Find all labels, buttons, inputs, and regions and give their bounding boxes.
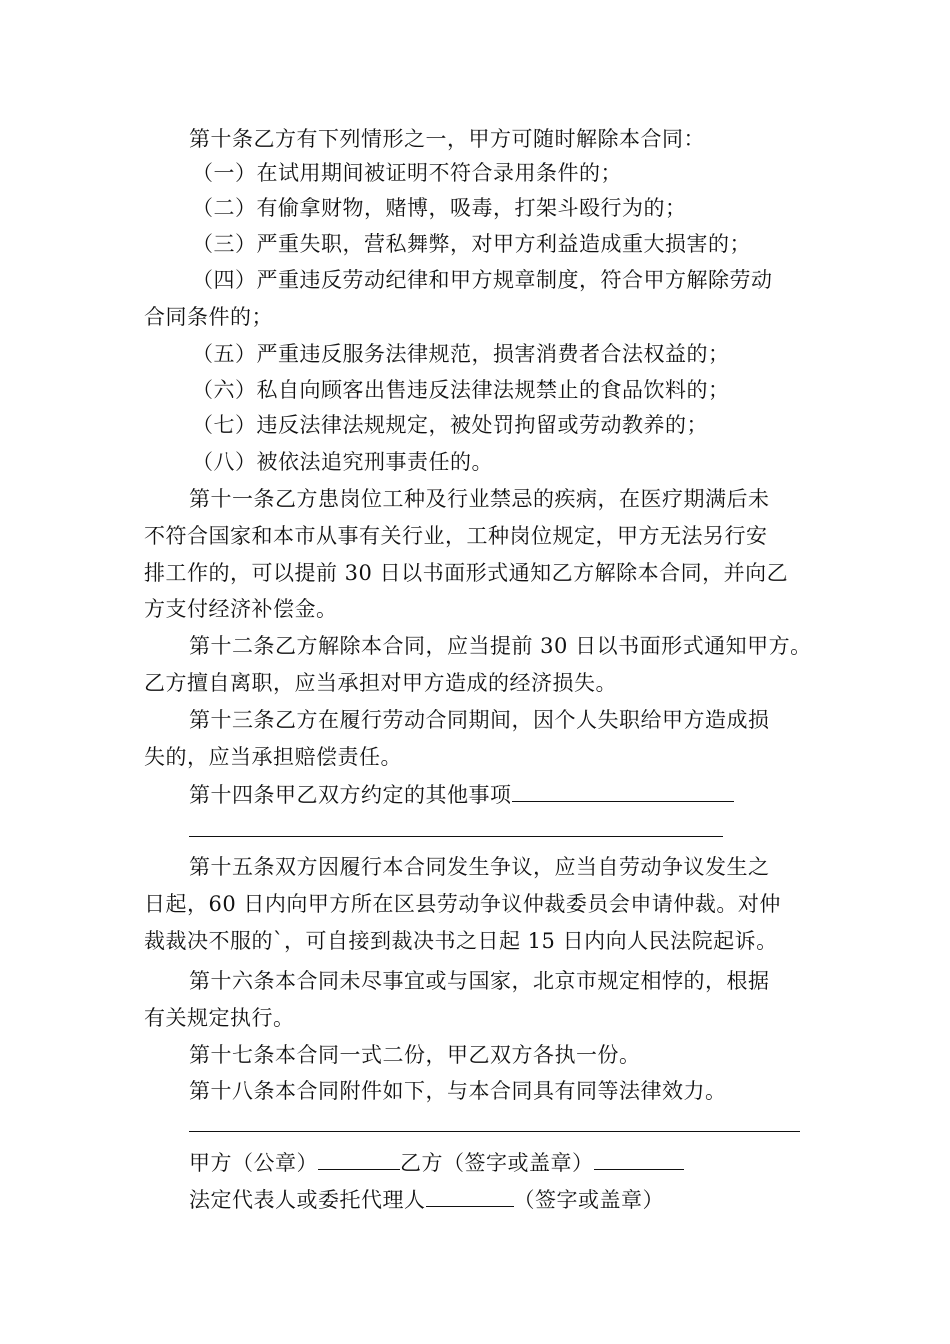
article-10-item-4: （四）严重违反劳动纪律和甲方规章制度，符合甲方解除劳动 bbox=[192, 268, 773, 292]
representative-label: 法定代表人或委托代理人 bbox=[189, 1188, 426, 1212]
article-13-line-2: 失的，应当承担赔偿责任。 bbox=[144, 745, 402, 769]
article-14-blank bbox=[512, 779, 734, 802]
representative-signature-blank bbox=[426, 1184, 514, 1207]
article-14-text: 第十四条甲乙双方约定的其他事项 bbox=[189, 783, 512, 807]
article-13-line-1: 第十三条乙方在履行劳动合同期间，因个人失职给甲方造成损 bbox=[189, 708, 770, 732]
article-16-line-2: 有关规定执行。 bbox=[144, 1006, 295, 1030]
article-10-item-3: （三）严重失职，营私舞弊，对甲方利益造成重大损害的； bbox=[192, 232, 751, 256]
article-10-item-8: （八）被依法追究刑事责任的。 bbox=[192, 450, 493, 474]
article-10-item-2: （二）有偷拿财物，赌博，吸毒，打架斗殴行为的； bbox=[192, 196, 687, 220]
party-b-label: 乙方（签字或盖章） bbox=[400, 1151, 594, 1175]
article-18-line: 第十八条本合同附件如下，与本合同具有同等法律效力。 bbox=[189, 1079, 727, 1103]
article-10-item-7: （七）违反法律法规规定，被处罚拘留或劳动教养的； bbox=[192, 413, 708, 437]
party-b-signature-blank bbox=[594, 1147, 684, 1170]
signature-line-representative bbox=[189, 1184, 664, 1215]
article-11-line-2: 不符合国家和本市从事有关行业，工种岗位规定，甲方无法另行安 bbox=[144, 524, 768, 548]
attachment-blank-line bbox=[189, 1131, 800, 1132]
representative-note: （签字或盖章） bbox=[513, 1188, 664, 1212]
article-17-line: 第十七条本合同一式二份，甲乙双方各执一份。 bbox=[189, 1043, 641, 1067]
article-15-line-3: 裁裁决不服的`，可自接到裁决书之日起 15 日内向人民法院起诉。 bbox=[144, 929, 778, 953]
article-16-line-1: 第十六条本合同未尽事宜或与国家，北京市规定相悖的，根据 bbox=[189, 969, 770, 993]
article-12-line-2: 乙方擅自离职，应当承担对甲方造成的经济损失。 bbox=[144, 671, 617, 695]
party-a-label: 甲方（公章） bbox=[189, 1151, 318, 1175]
article-15-line-1: 第十五条双方因履行本合同发生争议，应当自劳动争议发生之 bbox=[189, 855, 770, 879]
party-a-signature-blank bbox=[318, 1147, 400, 1170]
article-10-item-5: （五）严重违反服务法律规范，损害消费者合法权益的； bbox=[192, 342, 730, 366]
article-15-line-2: 日起，60 日内向甲方所在区县劳动争议仲裁委员会申请仲裁。对仲 bbox=[144, 892, 781, 916]
article-10-heading: 第十条乙方有下列情形之一，甲方可随时解除本合同： bbox=[189, 127, 705, 151]
article-10-item-1: （一）在试用期间被证明不符合录用条件的； bbox=[192, 161, 622, 185]
article-11-line-1: 第十一条乙方患岗位工种及行业禁忌的疾病，在医疗期满后未 bbox=[189, 487, 770, 511]
article-14-blank-line-2 bbox=[189, 836, 723, 837]
article-11-line-3: 排工作的，可以提前 30 日以书面形式通知乙方解除本合同，并向乙 bbox=[144, 561, 789, 585]
article-10-item-6: （六）私自向顾客出售违反法律法规禁止的食品饮料的； bbox=[192, 378, 730, 402]
article-12-line-1: 第十二条乙方解除本合同，应当提前 30 日以书面形式通知甲方。 bbox=[189, 634, 812, 658]
article-14-line bbox=[189, 779, 734, 810]
article-10-item-4-cont: 合同条件的； bbox=[144, 305, 273, 329]
signature-line-parties bbox=[189, 1147, 684, 1178]
article-11-line-4: 方支付经济补偿金。 bbox=[144, 597, 338, 621]
